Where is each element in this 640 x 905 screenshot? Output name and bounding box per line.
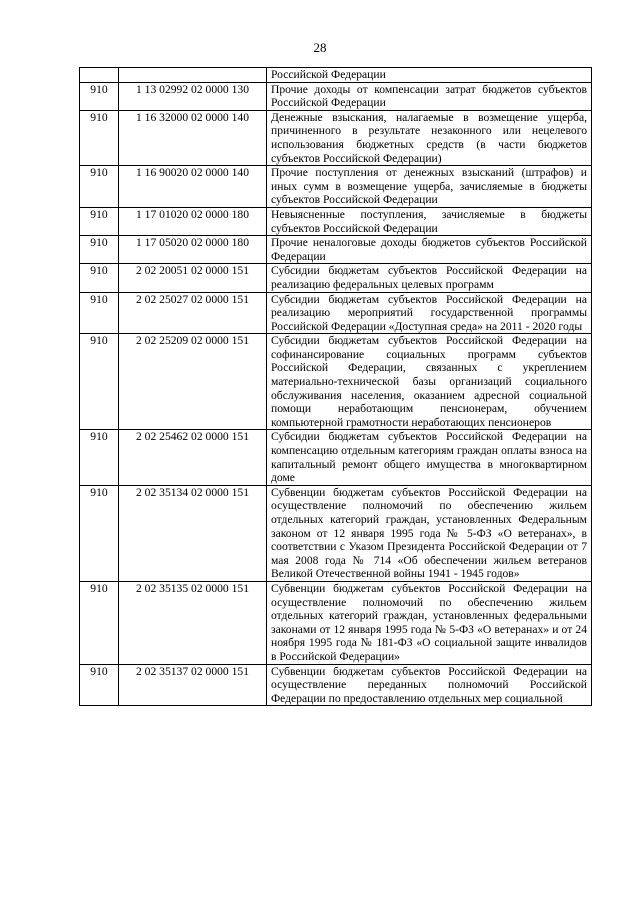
revenue-description-cell: Субсидии бюджетам субъектов Российской Федерации на реализацию федеральных целевых программ [267,264,592,292]
budget-code-cell: 2 02 35135 02 0000 151 [119,581,267,664]
admin-code-cell [80,68,119,83]
table-row [80,207,592,235]
admin-code-cell: 910 [80,292,119,334]
table-row [80,485,592,581]
admin-code-cell: 910 [80,430,119,485]
budget-code-cell: 2 02 25209 02 0000 151 [119,334,267,430]
revenue-description-cell: Невыясненные поступления, зачисляемые в бюджеты субъектов Российской Федерации [267,207,592,235]
table-row [80,68,592,83]
admin-code-cell: 910 [80,236,119,264]
revenue-description-cell: Прочие неналоговые доходы бюджетов субъектов Российской Федерации [267,236,592,264]
table-row [80,166,592,208]
admin-code-cell: 910 [80,207,119,235]
revenue-description-cell: Прочие поступления от денежных взысканий (штрафов) и иных сумм в возмещение ущерба, зачисляемые в бюджеты субъектов Российской Федерации [267,166,592,208]
admin-code-cell: 910 [80,581,119,664]
table-body [80,68,592,706]
budget-code-cell: 2 02 35137 02 0000 151 [119,664,267,706]
table-row [80,292,592,334]
revenue-description-cell: Субсидии бюджетам субъектов Российской Федерации на софинансирование социальных программ субъектов Российской Федерации, связанных с укреплением материально-технической базы организаций социального обслуживания населения, оказанием адресной социальной помощи неработающим пенсионерам, обучением компьютерной грамотности неработающих пенсионеров [267,334,592,430]
table-row [80,430,592,485]
revenue-description-cell: Субсидии бюджетам субъектов Российской Федерации на реализацию мероприятий государственной программы Российской Федерации «Доступная среда» на 2011 - 2020 годы [267,292,592,334]
revenue-description-cell: Прочие доходы от компенсации затрат бюджетов субъектов Российской Федерации [267,82,592,110]
admin-code-cell: 910 [80,334,119,430]
admin-code-cell: 910 [80,664,119,706]
table-row [80,236,592,264]
budget-code-cell: 1 17 01020 02 0000 180 [119,207,267,235]
table-row [80,82,592,110]
revenue-description-cell: Денежные взыскания, налагаемые в возмещение ущерба, причиненного в результате незаконного или нецелевого использования бюджетных средств (в части бюджетов субъектов Российской Федерации) [267,110,592,165]
table-row [80,110,592,165]
table-row [80,264,592,292]
budget-code-cell: 2 02 25027 02 0000 151 [119,292,267,334]
budget-code-cell: 2 02 20051 02 0000 151 [119,264,267,292]
admin-code-cell: 910 [80,82,119,110]
admin-code-cell: 910 [80,166,119,208]
admin-code-cell: 910 [80,485,119,581]
table-row [80,581,592,664]
budget-code-cell: 2 02 35134 02 0000 151 [119,485,267,581]
table-row [80,664,592,706]
table-row [80,334,592,430]
budget-code-cell: 1 13 02992 02 0000 130 [119,82,267,110]
budget-code-cell: 1 16 90020 02 0000 140 [119,166,267,208]
revenue-description-cell: Российской Федерации [267,68,592,83]
admin-code-cell: 910 [80,110,119,165]
budget-revenue-table [79,67,592,706]
budget-code-cell: 1 17 05020 02 0000 180 [119,236,267,264]
budget-code-cell [119,68,267,83]
revenue-description-cell: Субвенции бюджетам субъектов Российской Федерации на осуществление полномочий по обеспечению жильем отдельных категорий граждан, установленных Федеральным законом от 12 января 1995 года № 5-ФЗ «О ветеранах», в соответствии с Указом Президента Российской Федерации от 7 мая 2008 года № 714 «Об обеспечении жильем ветеранов Великой Отечественной войны 1941 - 1945 годов» [267,485,592,581]
revenue-description-cell: Субвенции бюджетам субъектов Российской Федерации на осуществление переданных полномочий Российской Федерации по предоставлению отдельных мер социальной [267,664,592,706]
revenue-description-cell: Субсидии бюджетам субъектов Российской Федерации на компенсацию отдельным категориям граждан оплаты взноса на капитальный ремонт общего имущества в многоквартирном доме [267,430,592,485]
page-number: 28 [313,40,327,55]
budget-code-cell: 2 02 25462 02 0000 151 [119,430,267,485]
revenue-description-cell: Субвенции бюджетам субъектов Российской Федерации на осуществление полномочий по обеспечению жильем отдельных категорий граждан, установленных федеральными законами от 12 января 1995 года № 5-ФЗ «О ветеранах» и от 24 ноября 1995 года № 181-ФЗ «О социальной защите инвалидов в Российской Федерации» [267,581,592,664]
budget-code-cell: 1 16 32000 02 0000 140 [119,110,267,165]
admin-code-cell: 910 [80,264,119,292]
